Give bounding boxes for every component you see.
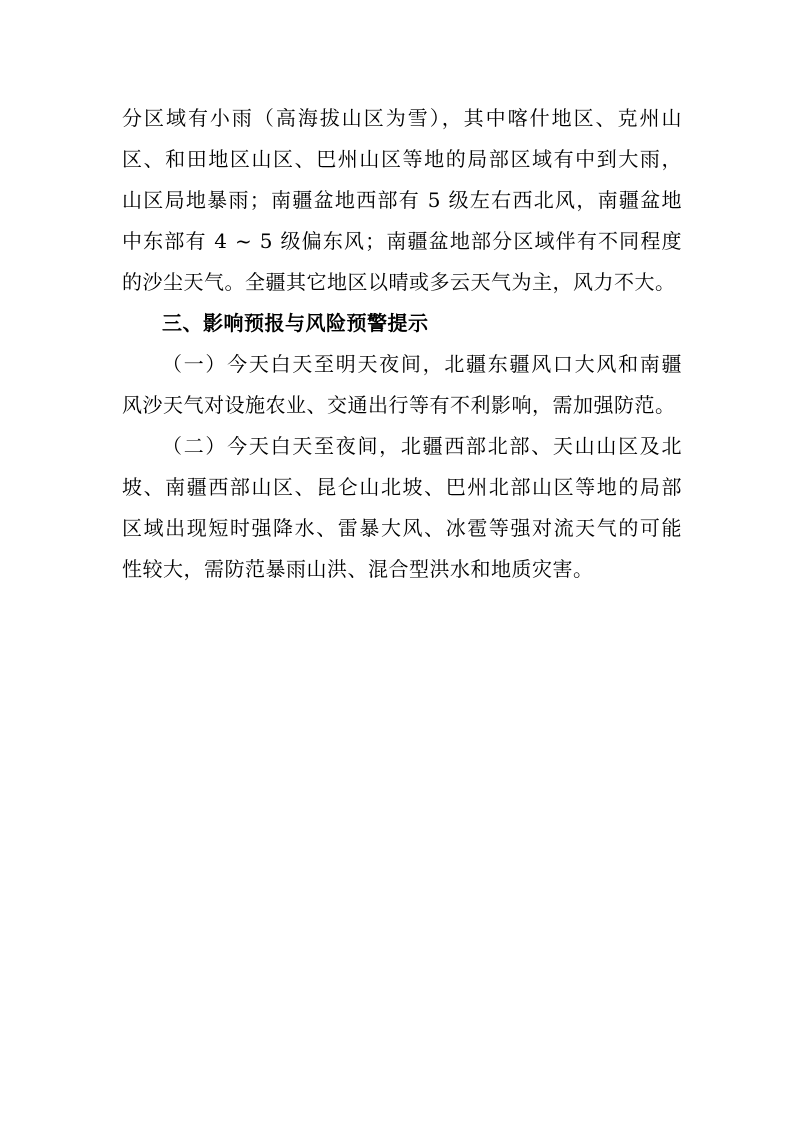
paragraph-warning-one <box>122 344 682 426</box>
paragraph-warning-two <box>122 426 682 590</box>
text-line: 性较大，需防范暴雨山洪、混合型洪水和地质灾害。 <box>122 557 594 581</box>
text-line: （二）今天白天至夜间，北疆西部北部、天山山区及北 <box>162 434 682 458</box>
text-line: 区域出现短时强降水、雷暴大风、冰雹等强对流天气的可能 <box>122 516 682 540</box>
text-line: 区、和田地区山区、巴州山区等地的局部区域有中到大雨， <box>122 147 682 171</box>
text-line: （一）今天白天至明天夜间，北疆东疆风口大风和南疆 <box>162 352 682 376</box>
text-line: 中东部有 4 ~ 5 级偏东风；南疆盆地部分区域伴有不同程度 <box>122 229 682 253</box>
document-body <box>122 98 682 590</box>
text-line: 坡、南疆西部山区、昆仑山北坡、巴州北部山区等地的局部 <box>122 475 682 499</box>
text-line: 风沙天气对设施农业、交通出行等有不利影响，需加强防范。 <box>122 393 676 417</box>
text-line: 分区域有小雨（高海拔山区为雪），其中喀什地区、克州山 <box>122 106 682 130</box>
text-line: 山区局地暴雨；南疆盆地西部有 5 级左右西北风，南疆盆地 <box>122 188 682 212</box>
text-line: 的沙尘天气。全疆其它地区以晴或多云天气为主，风力不大。 <box>122 270 676 294</box>
paragraph-weather-forecast <box>122 98 682 303</box>
section-heading: 三、影响预报与风险预警提示 <box>162 311 429 335</box>
